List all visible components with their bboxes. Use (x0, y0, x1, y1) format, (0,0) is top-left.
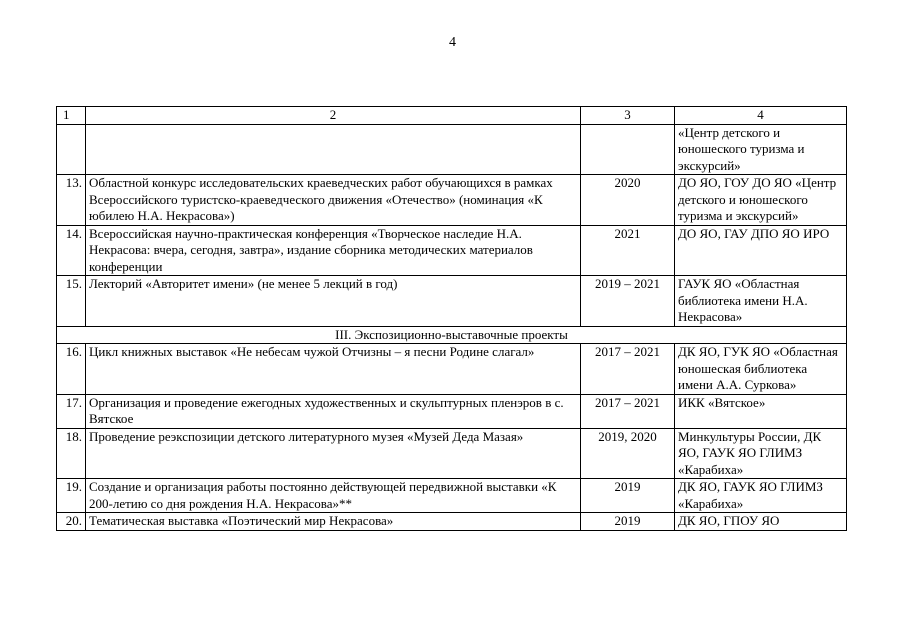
row-organization: ДК ЯО, ГУК ЯО «Областная юношеская библиотека имени А.А. Суркова» (675, 344, 847, 395)
row-organization: ГАУК ЯО «Областная библиотека имени Н.А. Некрасова» (675, 276, 847, 327)
row-year: 2019 (581, 479, 675, 513)
table-row (57, 428, 847, 479)
row-number: 14. (57, 225, 86, 276)
row-year: 2021 (581, 225, 675, 276)
row-title (86, 124, 581, 175)
row-title: Создание и организация работы постоянно действующей передвижной выставки «К 200-летию со дня рождения Н.А. Некрасова»** (86, 479, 581, 513)
header-cell: 4 (675, 107, 847, 125)
row-title: Лекторий «Авторитет имени» (не менее 5 лекций в год) (86, 276, 581, 327)
table-row (57, 513, 847, 531)
table-header-row (57, 107, 847, 125)
table-row (57, 175, 847, 226)
row-year: 2020 (581, 175, 675, 226)
row-number: 20. (57, 513, 86, 531)
row-title: Тематическая выставка «Поэтический мир Некрасова» (86, 513, 581, 531)
row-organization: ДК ЯО, ГПОУ ЯО (675, 513, 847, 531)
row-number: 15. (57, 276, 86, 327)
row-number: 17. (57, 394, 86, 428)
header-cell: 3 (581, 107, 675, 125)
section-heading: III. Экспозиционно-выставочные проекты (57, 326, 847, 344)
table-row (57, 344, 847, 395)
row-year: 2017 – 2021 (581, 344, 675, 395)
row-number: 16. (57, 344, 86, 395)
row-organization: Минкультуры России, ДК ЯО, ГАУК ЯО ГЛИМЗ «Карабиха» (675, 428, 847, 479)
row-title: Цикл книжных выставок «Не небесам чужой Отчизны – я песни Родине слагал» (86, 344, 581, 395)
row-year: 2019 (581, 513, 675, 531)
row-number: 13. (57, 175, 86, 226)
events-table (56, 106, 847, 531)
header-cell: 2 (86, 107, 581, 125)
row-year: 2019, 2020 (581, 428, 675, 479)
table-row (57, 479, 847, 513)
row-year (581, 124, 675, 175)
table-row (57, 276, 847, 327)
row-organization: ДО ЯО, ГАУ ДПО ЯО ИРО (675, 225, 847, 276)
row-organization: ДО ЯО, ГОУ ДО ЯО «Центр детского и юношеского туризма и экскурсий» (675, 175, 847, 226)
row-organization: ИКК «Вятское» (675, 394, 847, 428)
table-row (57, 225, 847, 276)
row-number: 19. (57, 479, 86, 513)
row-organization: «Центр детского и юношеского туризма и экскурсий» (675, 124, 847, 175)
row-title: Организация и проведение ежегодных художественных и скульптурных пленэров в с. Вятское (86, 394, 581, 428)
page-number: 4 (449, 35, 456, 50)
row-title: Областной конкурс исследовательских краеведческих работ обучающихся в рамках Всероссийского туристско-краеведческого движения «Отечество» (номинация «К юбилею Н.А. Некрасова») (86, 175, 581, 226)
header-cell: 1 (57, 107, 86, 125)
row-number (57, 124, 86, 175)
row-year: 2019 – 2021 (581, 276, 675, 327)
row-number: 18. (57, 428, 86, 479)
table-row (57, 124, 847, 175)
row-year: 2017 – 2021 (581, 394, 675, 428)
section-row (57, 326, 847, 344)
row-organization: ДК ЯО, ГАУК ЯО ГЛИМЗ «Карабиха» (675, 479, 847, 513)
row-title: Проведение реэкспозиции детского литературного музея «Музей Деда Мазая» (86, 428, 581, 479)
row-title: Всероссийская научно-практическая конференция «Творческое наследие Н.А. Некрасова: вчера, сегодня, завтра», издание сборника методических материалов конференции (86, 225, 581, 276)
table-row (57, 394, 847, 428)
